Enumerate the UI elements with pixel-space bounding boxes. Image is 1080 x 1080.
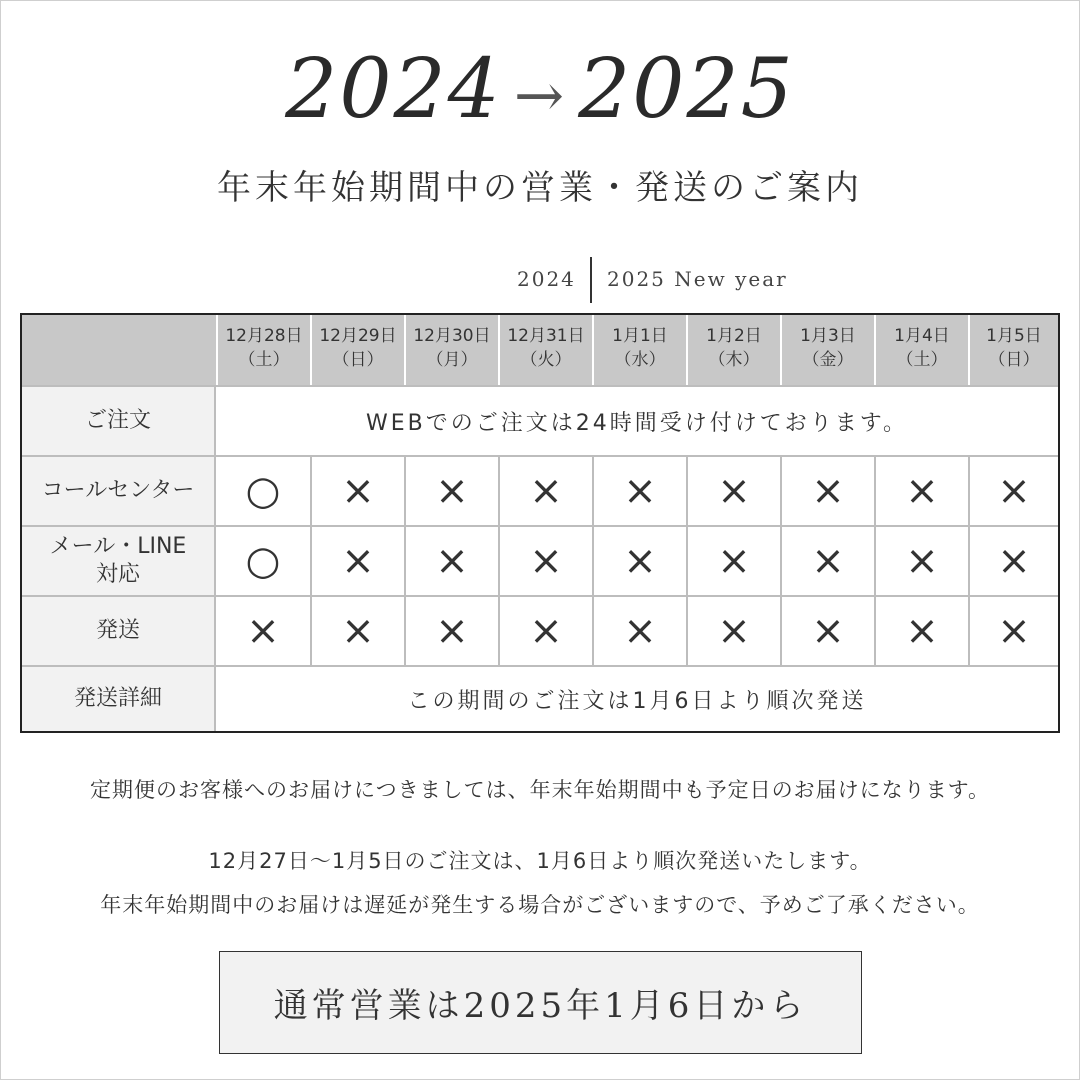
header-date: 1月5日 [986,326,1042,346]
cross-icon: × [498,525,592,595]
year-separator [590,257,592,303]
cross-icon: × [968,455,1058,525]
cross-icon: × [310,455,404,525]
circle-icon: ○ [216,455,310,525]
header-weekday: （木） [708,350,760,370]
row-label-mail-line [22,525,216,595]
row-label-shipping: 発送 [22,595,216,665]
cross-icon: × [592,525,686,595]
order-info-text: WEBでのご注文は24時間受け付けております。 [216,385,1058,455]
cross-icon: × [686,525,780,595]
cross-icon: × [216,595,310,665]
row-label-mail-line-1: メール・LINE [49,534,187,559]
header-date: 1月2日 [706,326,762,346]
header-day-4 [498,315,592,385]
header-day-6 [686,315,780,385]
header-day-2 [310,315,404,385]
header-corner [22,315,216,385]
header-weekday: （土） [238,350,290,370]
note-subscription: 定期便のお客様へのお届けにつきましては、年末年始期間中も予定日のお届けになります。 [90,778,990,802]
row-label-shipping-detail: 発送詳細 [22,665,216,731]
row-label-order: ご注文 [22,385,216,455]
schedule-table [20,313,1060,733]
header-date: 1月1日 [612,326,668,346]
row-label-mail-line-2: 対応 [95,562,140,587]
header-date: 12月28日 [225,326,303,346]
row-label-callcenter: コールセンター [22,455,216,525]
cross-icon: × [592,595,686,665]
cross-icon: × [404,455,498,525]
cross-icon: × [310,525,404,595]
year-divider [0,257,1080,303]
cross-icon: × [592,455,686,525]
table-header [22,315,1058,385]
header-date: 1月3日 [800,326,856,346]
hero-title [0,40,1080,146]
note-delay: 年末年始期間中のお届けは遅延が発生する場合がございますので、予めご了承ください。 [100,893,980,917]
cross-icon: × [968,525,1058,595]
header-date: 1月4日 [894,326,950,346]
header-day-7 [780,315,874,385]
header-weekday: （水） [614,350,666,370]
header-weekday: （土） [896,350,948,370]
cross-icon: × [404,525,498,595]
header-weekday: （月） [426,350,478,370]
header-weekday: （日） [332,350,384,370]
header-weekday: （金） [802,350,854,370]
header-day-1 [216,315,310,385]
header-day-5 [592,315,686,385]
cross-icon: × [498,455,592,525]
header-day-9 [968,315,1058,385]
cross-icon: × [874,595,968,665]
hero-year-to: 2025 [578,42,795,137]
header-date: 12月30日 [413,326,491,346]
header-day-8 [874,315,968,385]
hero-year-from: 2024 [285,42,502,137]
cross-icon: × [874,455,968,525]
note-order-shipping: 12月27日～1月5日のご注文は、1月6日より順次発送いたします。 [208,849,872,873]
cross-icon: × [404,595,498,665]
year-label-2025: 2025 New year [607,267,788,291]
cross-icon: × [310,595,404,665]
shipping-detail-text: この期間のご注文は1月6日より順次発送 [216,665,1058,731]
cross-icon: × [686,595,780,665]
header-date: 12月29日 [319,326,397,346]
page-subtitle: 年末年始期間中の営業・発送のご案内 [217,168,863,208]
header-weekday: （日） [988,350,1040,370]
arrow-right-icon: → [513,60,567,131]
business-resume-banner: 通常営業は2025年1月6日から [219,951,862,1054]
cross-icon: × [780,595,874,665]
cross-icon: × [874,525,968,595]
circle-icon: ○ [216,525,310,595]
cross-icon: × [780,525,874,595]
year-label-2024: 2024 [517,267,576,291]
cross-icon: × [498,595,592,665]
cross-icon: × [780,455,874,525]
cross-icon: × [968,595,1058,665]
header-date: 12月31日 [507,326,585,346]
header-weekday: （火） [520,350,572,370]
cross-icon: × [686,455,780,525]
header-day-3 [404,315,498,385]
